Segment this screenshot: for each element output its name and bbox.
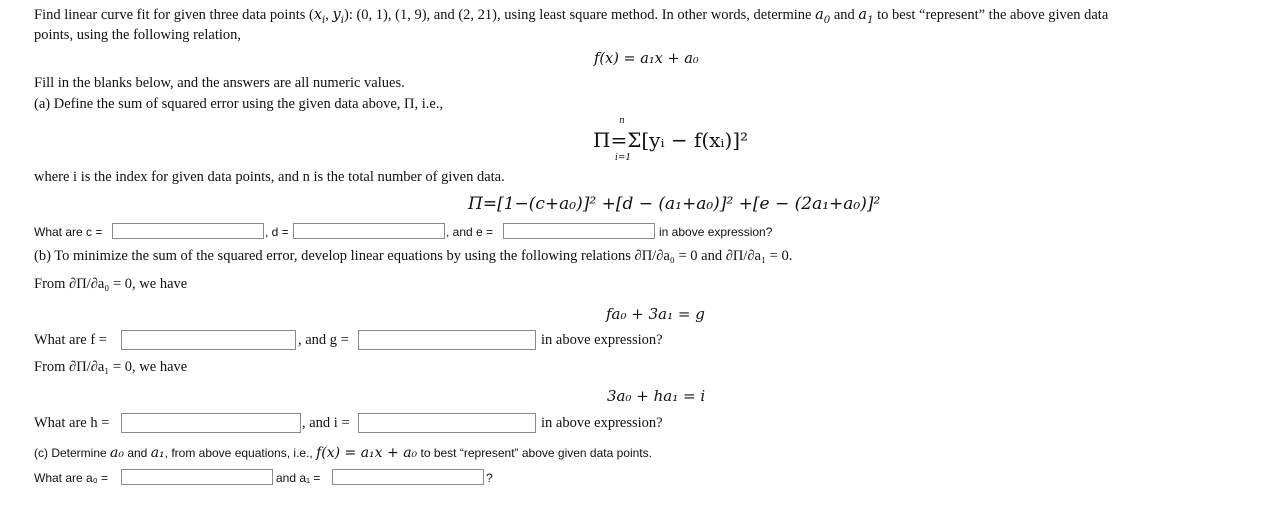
question-hi-tail: in above expression? [541, 415, 663, 431]
intro-y-sub: i [340, 14, 344, 26]
part-c-and: and [123, 446, 151, 460]
where-text: where i is the index for given data points, and n is the total number of given data. [34, 169, 505, 185]
part-c-text-b: , from above equations, i.e., [164, 446, 317, 460]
intro-and: and [830, 7, 859, 23]
intro-line-1 [34, 7, 1108, 26]
question-a0a1-end: ? [486, 471, 493, 485]
intro-a0-sub: 0 [823, 14, 831, 26]
intro-text-a: Find linear curve fit for given three data points ( [34, 7, 314, 23]
part-c-label [34, 445, 652, 461]
part-c-relation: f(x) = a₁x + a₀ [316, 445, 418, 461]
answer-e-input[interactable] [503, 223, 655, 239]
from-a1-text: From ∂Π/∂a₁ = 0, we have [34, 359, 188, 375]
answer-c-input[interactable] [112, 223, 264, 239]
question-h-label: What are h = [34, 415, 110, 431]
intro-x-var: x [313, 7, 323, 23]
answer-d-input[interactable] [293, 223, 445, 239]
sum-formula [593, 128, 748, 152]
equation-2: 3a₀ + ha₁ = i [607, 387, 706, 405]
question-c-label: What are c = [34, 225, 103, 239]
sum-formula-text: Π=Σ[yᵢ − f(xᵢ)]² [593, 128, 749, 152]
question-i-label: , and i = [302, 415, 350, 431]
from-a0-text: From ∂Π/∂a₀ = 0, we have [34, 276, 188, 292]
answer-i-input[interactable] [358, 413, 536, 433]
part-c-a0: a₀ [110, 445, 124, 461]
expanded-formula: Π=[1−(c+a₀)]² +[d − (a₁+a₀)]² +[e − (2a₁+a₀)]² [468, 194, 881, 214]
part-c-text-a: (c) Determine [34, 446, 111, 460]
answer-f-input[interactable] [121, 330, 296, 350]
intro-text-b: ): (0, 1), (1, 9), and (2, 21), using least square method. In other words, determine [343, 7, 816, 23]
answer-a1-input[interactable] [332, 469, 484, 485]
answer-h-input[interactable] [121, 413, 301, 433]
question-d-label: , d = [265, 225, 289, 239]
part-a-label: (a) Define the sum of squared error using the given data above, Π, i.e., [34, 96, 444, 112]
intro-a1-sub: 1 [867, 14, 874, 26]
intro-comma: , [325, 7, 333, 23]
sum-lower-limit: i=1 [615, 153, 632, 163]
part-c-text-c: to best “represent” above given data points. [417, 446, 652, 460]
answer-g-input[interactable] [358, 330, 536, 350]
question-cde-tail: in above expression? [659, 225, 773, 239]
part-c-a1: a₁ [150, 445, 165, 461]
question-g-label: , and g = [298, 332, 349, 348]
intro-x-sub: i [322, 14, 326, 26]
intro-a1-var: a [858, 7, 868, 23]
answer-a0-input[interactable] [121, 469, 273, 485]
question-e-label: , and e = [446, 225, 494, 239]
fill-in-instruction: Fill in the blanks below, and the answers are all numeric values. [34, 75, 405, 91]
question-f-label: What are f = [34, 332, 107, 348]
intro-a0-var: a [815, 7, 824, 23]
equation-1: fa₀ + 3a₁ = g [606, 305, 705, 323]
sum-upper-limit: n [619, 116, 625, 126]
part-b-label: (b) To minimize the sum of the squared error, develop linear equations by using the following relations ∂Π/∂a₀ = 0 and ∂Π/∂a₁ = 0. [34, 248, 793, 264]
intro-text-c: to best “represent” the above given data [873, 7, 1109, 23]
question-a1-label: and a₁ = [276, 471, 321, 485]
intro-y-var: y [332, 7, 341, 23]
relation-equation: f(x) = a₁x + a₀ [594, 51, 699, 67]
question-fg-tail: in above expression? [541, 332, 663, 348]
question-a0-label: What are a₀ = [34, 471, 109, 485]
intro-line-2: points, using the following relation, [34, 27, 242, 43]
